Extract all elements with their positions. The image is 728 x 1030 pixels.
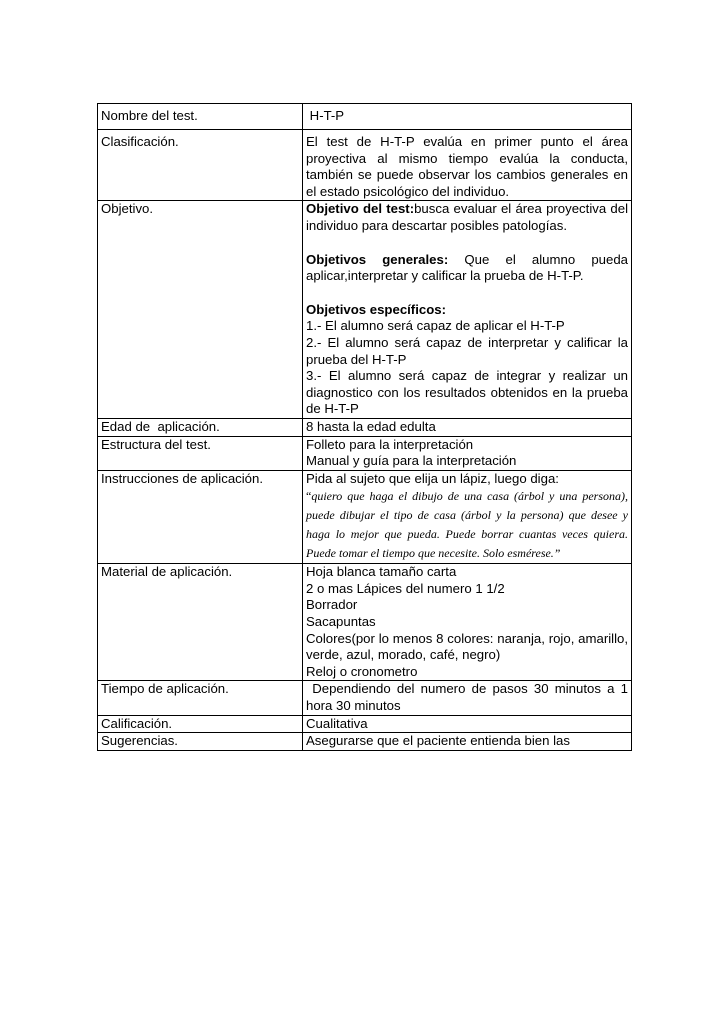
row-nombre — [98, 104, 632, 130]
row-tiempo — [98, 681, 632, 715]
instrucciones-intro: Pida al sujeto que elija un lápiz, luego diga: — [306, 470, 559, 486]
estructura-item-2: Manual y guía para la interpretación — [306, 453, 517, 469]
objetivo-general — [306, 252, 628, 285]
label-calificacion: Calificación. — [98, 715, 303, 733]
value-material — [303, 564, 632, 681]
label-tiempo: Tiempo de aplicación. — [98, 681, 303, 715]
label-clasificacion: Clasificación. — [98, 130, 303, 201]
objetivo-general-text: Que el alumno pueda aplicar,interpretar y calificar la prueba de H-T-P. — [306, 251, 628, 284]
value-calificacion: Cualitativa — [303, 715, 632, 733]
objetivo-especifico-2: 2.- El alumno será capaz de interpretar y calificar la prueba del H-T-P — [306, 334, 628, 367]
value-estructura — [303, 436, 632, 470]
instrucciones-quote-text: quiero que haga el dibujo de una casa (árbol y una persona), puede dibujar el tipo de casa (árbol y la persona) que desee y haga lo mejor que pueda. Puede borrar cuantas veces quiera. Puede tomar el tiempo que necesite. Solo esmérese.” — [306, 489, 628, 561]
instrucciones-quote — [306, 487, 628, 563]
material-item: Reloj o cronometro — [306, 663, 418, 679]
row-sugerencias — [98, 733, 632, 751]
instrucciones-quote-open: “ — [306, 489, 312, 504]
label-estructura: Estructura del test. — [98, 436, 303, 470]
material-item: Borrador — [306, 597, 358, 613]
value-sugerencias: Asegurarse que el paciente entienda bien las — [303, 733, 632, 751]
test-info-table — [97, 103, 632, 751]
value-edad: 8 hasta la edad edulta — [303, 418, 632, 436]
value-instrucciones — [303, 470, 632, 564]
value-objetivo — [303, 201, 632, 419]
row-clasificacion — [98, 130, 632, 201]
objetivo-especifico-1: 1.- El alumno será capaz de aplicar el H-T-P — [306, 318, 565, 334]
value-tiempo: Dependiendo del numero de pasos 30 minutos a 1 hora 30 minutos — [303, 681, 632, 715]
label-objetivo: Objetivo. — [98, 201, 303, 419]
row-instrucciones — [98, 470, 632, 564]
row-calificacion — [98, 715, 632, 733]
material-item: Hoja blanca tamaño carta — [306, 564, 457, 580]
objetivo-especifico-heading — [306, 302, 628, 319]
material-item: Sacapuntas — [306, 614, 376, 630]
label-nombre: Nombre del test. — [98, 104, 303, 130]
material-item: 2 o mas Lápices del numero 1 1/2 — [306, 580, 505, 596]
value-nombre: H-T-P — [303, 104, 632, 130]
objetivo-general-heading: Objetivos generales: — [306, 251, 449, 267]
row-material — [98, 564, 632, 681]
objetivo-test-heading: Objetivo del test: — [306, 201, 415, 217]
label-edad: Edad de aplicación. — [98, 418, 303, 436]
row-edad — [98, 418, 632, 436]
row-estructura — [98, 436, 632, 470]
value-clasificacion: El test de H-T-P evalúa en primer punto el área proyectiva al mismo tiempo evalúa la conducta, también se puede observar los cambios generales en el estado psicológico del individuo. — [303, 130, 632, 201]
label-material: Material de aplicación. — [98, 564, 303, 681]
objetivo-test — [306, 201, 628, 234]
estructura-item-1: Folleto para la interpretación — [306, 436, 474, 452]
objetivo-especifico-heading-text: Objetivos específicos: — [306, 301, 446, 317]
row-objetivo — [98, 201, 632, 419]
objetivo-test-text: busca evaluar el área proyectiva del individuo para descartar posibles patologías. — [306, 201, 628, 233]
material-item: Colores(por lo menos 8 colores: naranja, rojo, amarillo, verde, azul, morado, café, negro) — [306, 630, 628, 663]
objetivo-especifico-3: 3.- El alumno será capaz de integrar y realizar un diagnostico con los resultados obtenidos en la prueba de H-T-P — [306, 368, 628, 417]
label-instrucciones: Instrucciones de aplicación. — [98, 470, 303, 564]
label-sugerencias: Sugerencias. — [98, 733, 303, 751]
